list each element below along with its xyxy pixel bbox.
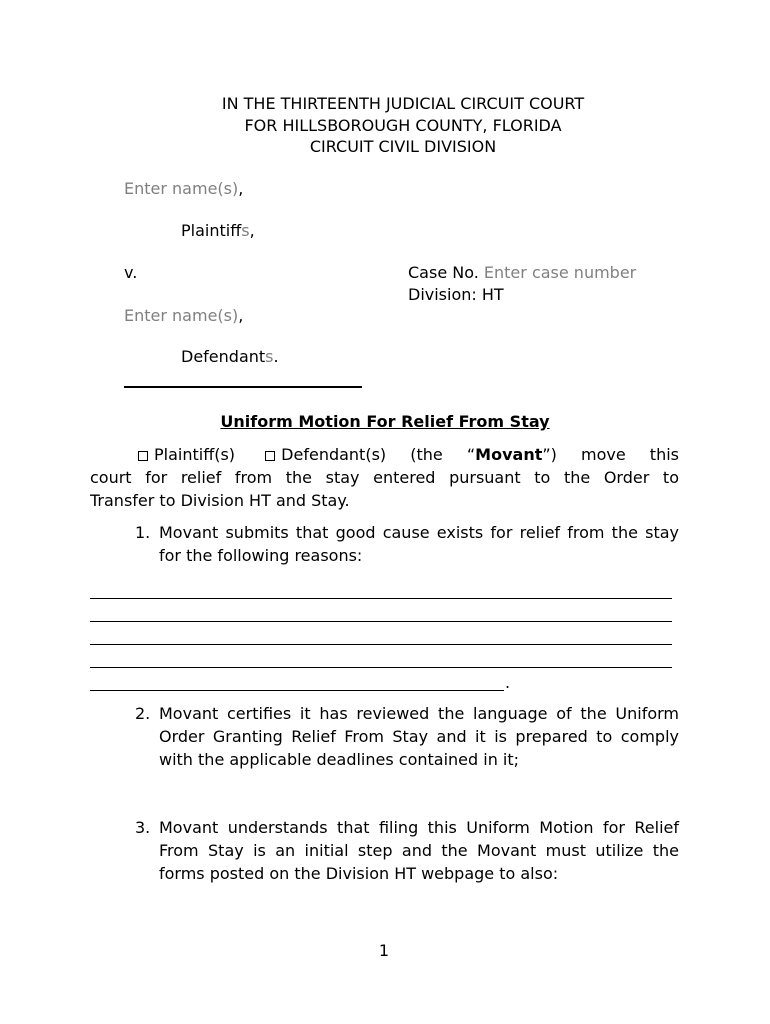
intro-line-3: Transfer to Division HT and Stay.	[90, 491, 350, 510]
reasons-blank-line	[90, 644, 672, 645]
item-2-number: 2.	[135, 704, 151, 723]
reasons-blank-line	[90, 621, 672, 622]
court-header-line-1: IN THE THIRTEENTH JUDICIAL CIRCUIT COURT	[221, 94, 585, 113]
defendant-name-row	[124, 305, 243, 327]
item-1-text: Movant submits that good cause exists for relief from the stay for the following reasons:	[159, 523, 679, 565]
division-label: Division: HT	[408, 285, 504, 304]
defendants-label-text: Defendant	[181, 347, 266, 366]
case-number-row	[408, 262, 636, 284]
intro-line-1	[90, 443, 679, 466]
intro-line-2: court for relief from the stay entered pursuant to the Order to	[90, 468, 679, 487]
reasons-blank-end: .	[505, 673, 511, 692]
defendant-checkbox[interactable]	[265, 451, 275, 461]
plaintiffs-label-text: Plaintiff	[181, 221, 242, 240]
plaintiff-comma: ,	[238, 179, 244, 198]
reasons-blank-line	[90, 690, 504, 691]
defendant-checkbox-label: Defendant(s) (the “	[281, 445, 476, 464]
motion-title: Uniform Motion For Relief From Stay	[220, 412, 550, 431]
caption-divider-line	[124, 386, 362, 388]
movant-term: Movant	[475, 445, 543, 464]
case-number-label: Case No.	[408, 263, 479, 282]
intro-after-movant: ”) move this	[542, 445, 680, 464]
court-header-line-3: CIRCUIT CIVIL DIVISION	[309, 137, 497, 156]
plaintiffs-label-suffix: s	[241, 221, 250, 240]
defendants-period: .	[273, 347, 279, 366]
item-1-number: 1.	[135, 523, 151, 542]
reasons-blank-line	[90, 667, 672, 668]
case-number-field[interactable]: Enter case number	[483, 263, 637, 282]
defendants-label-suffix: s	[265, 347, 274, 366]
page-number: 1	[378, 941, 390, 960]
item-3-number: 3.	[135, 818, 151, 837]
defendants-label	[181, 346, 279, 368]
plaintiff-checkbox-label: Plaintiff(s)	[154, 445, 236, 464]
plaintiff-name-field[interactable]: Enter name(s)	[124, 179, 239, 198]
plaintiffs-label	[181, 220, 255, 242]
plaintiff-name-row	[124, 178, 243, 200]
defendant-name-field[interactable]: Enter name(s)	[124, 306, 239, 325]
defendant-comma: ,	[238, 306, 244, 325]
court-header-line-2: FOR HILLSBOROUGH COUNTY, FLORIDA	[244, 116, 562, 135]
versus-label: v.	[124, 263, 138, 282]
item-2-text: Movant certifies it has reviewed the language of the Uniform Order Granting Relief From Stay and it is prepared to comply with the applicable deadlines contained in it;	[159, 704, 679, 769]
plaintiff-checkbox[interactable]	[138, 451, 148, 461]
item-3-text: Movant understands that filing this Uniform Motion for Relief From Stay is an initial step and the Movant must utilize the forms posted on the Division HT webpage to also:	[159, 818, 679, 883]
reasons-blank-line	[90, 598, 672, 599]
plaintiffs-comma: ,	[249, 221, 255, 240]
